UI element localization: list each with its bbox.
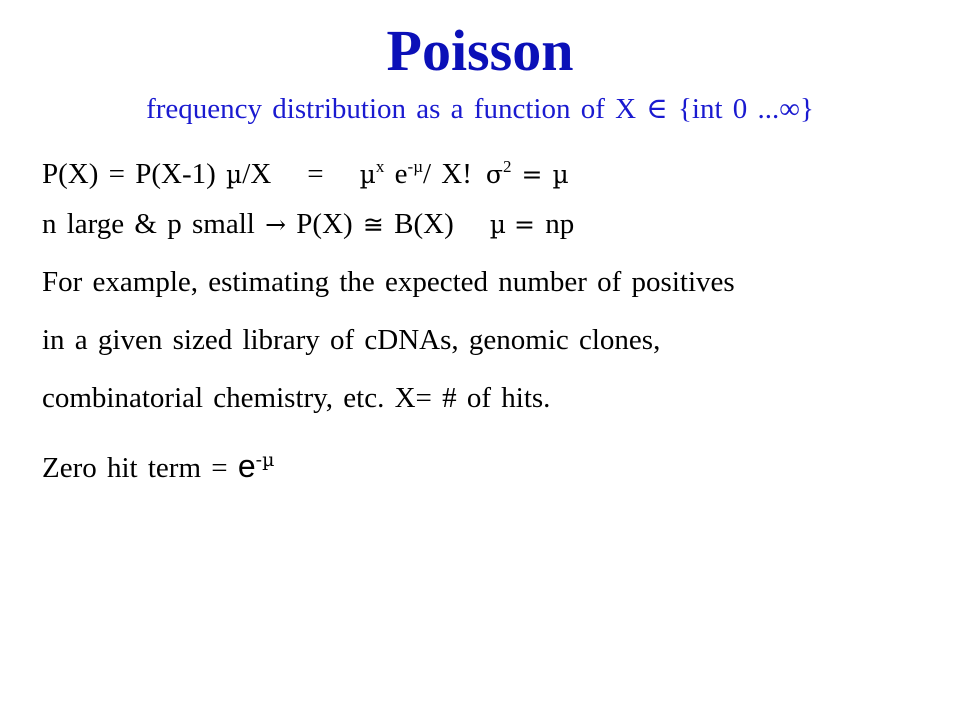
right-arrow-icon: →	[265, 210, 287, 239]
approx-text-3: B(X)	[383, 208, 454, 240]
page-title: Poisson	[386, 18, 574, 83]
approx-equal-symbol: ≅	[362, 210, 384, 239]
mu-symbol-2: µ	[359, 160, 376, 189]
zero-hit-text: Zero hit term =	[42, 452, 238, 484]
equals-symbol: =	[521, 160, 543, 189]
exp-e: e	[384, 158, 408, 190]
approximation-line	[42, 210, 574, 239]
equals-sign: =	[307, 158, 324, 190]
zero-hit-e: e	[237, 448, 256, 484]
np-text: np	[534, 208, 575, 240]
example-line-2: in a given sized library of cDNAs, genomic clones,	[42, 324, 661, 356]
zero-hit-exponent: -µ	[255, 449, 275, 471]
example-line-3: combinatorial chemistry, etc. X= # of hits.	[42, 382, 551, 414]
mu-symbol: µ	[226, 160, 243, 189]
superscript-x: x	[375, 157, 385, 176]
page-subtitle: frequency distribution as a function of X ∈ {int 0 ...∞}	[146, 93, 814, 125]
recurrence-lhs: P(X) = P(X-1)	[42, 158, 227, 190]
superscript-neg-mu: -µ	[407, 157, 423, 176]
poisson-formula-line	[42, 157, 569, 190]
zero-hit-line	[42, 450, 274, 483]
mu-symbol-4: µ	[489, 210, 506, 239]
equals-symbol-2: =	[513, 210, 535, 239]
over-x-factorial: / X!	[423, 158, 472, 190]
approx-text-2: P(X)	[286, 208, 363, 240]
approx-text-1: n large & p small	[42, 208, 266, 240]
mu-symbol-3: µ	[552, 160, 569, 189]
over-x: /X	[242, 158, 272, 190]
sigma-symbol: σ	[485, 160, 503, 189]
superscript-2: 2	[503, 157, 512, 176]
example-line-1: For example, estimating the expected number of positives	[42, 266, 735, 298]
